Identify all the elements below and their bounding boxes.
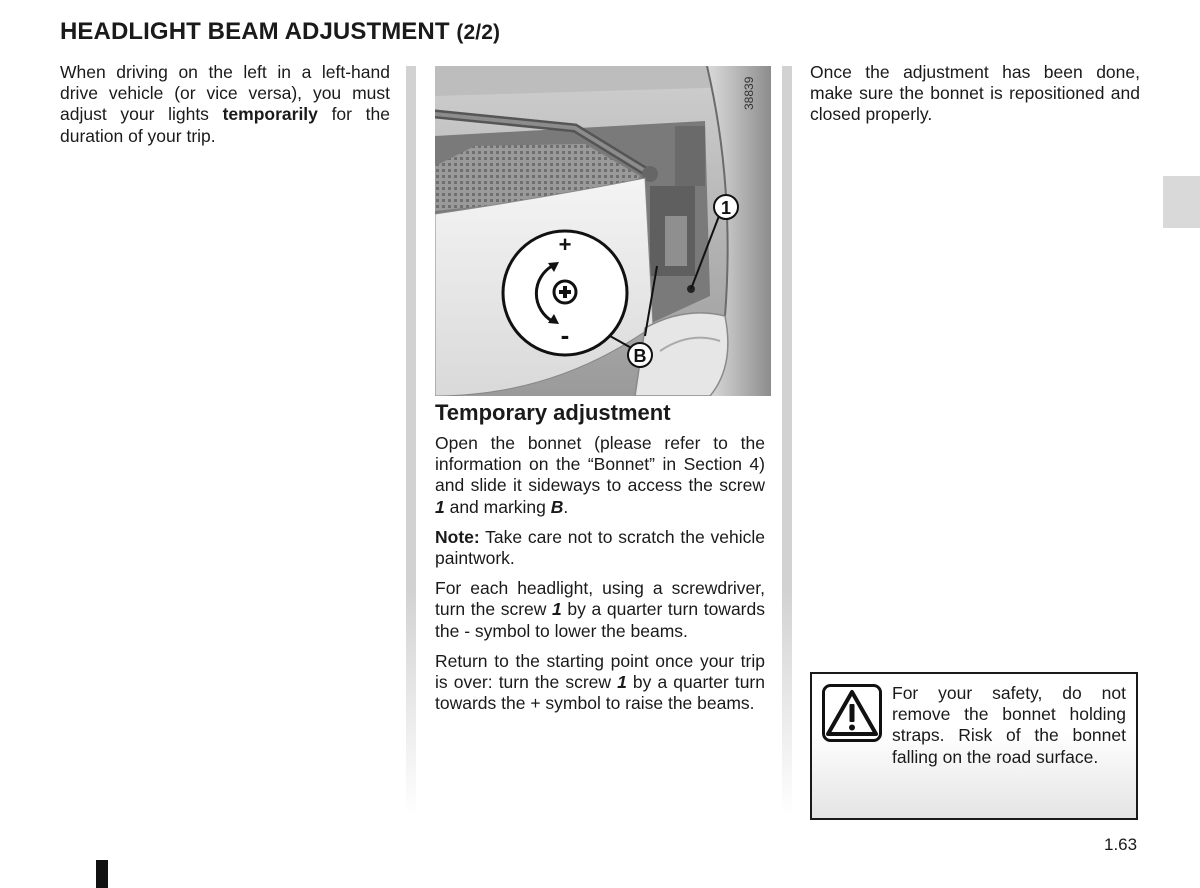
headlight-adjustment-illustration [435,66,771,396]
screw-reference: 1 [552,599,562,620]
instruction-paragraph [435,651,765,715]
section-heading: Temporary adjustment [435,400,671,425]
text-run: and marking [444,496,551,517]
text-run: by a quarter turn towards the - symbol to lower the beams. [435,599,765,641]
figure-number: 38839 [742,76,756,110]
left-column [60,62,390,156]
text-run: Open the bonnet (please refer to the information on the “Bonnet” in Section 4) and slide it sideways to access the screw [435,433,765,496]
instruction-paragraph [435,578,765,642]
text-run: Return to the starting point once your trip is over: turn the screw [435,650,765,693]
dial-plus-symbol: + [558,232,572,257]
column-divider-left [406,66,416,816]
page-number: 1.63 [1104,835,1138,854]
text-run: For each headlight, using a screwdriver, turn the screw [435,578,765,620]
closing-paragraph: Once the adjustment has been done, make sure the bonnet is repositioned and closed properly. [810,62,1140,125]
note-paragraph [435,527,765,569]
marking-reference: B [550,496,564,517]
safety-warning-text: For your safety, do not remove the bonnet holding straps. Risk of the bonnet falling on the road surface. [892,683,1126,767]
warning-triangle-icon [822,684,882,742]
middle-column [435,433,765,723]
note-label: Note: [435,526,480,547]
screw-reference: 1 [617,672,627,693]
column-divider-right [782,66,792,816]
instruction-paragraph [435,433,765,518]
print-crop-marker [96,860,108,888]
section-tab-marker [1163,176,1200,228]
screw-reference: 1 [435,496,445,517]
emphasis-text: temporarily [222,104,318,125]
page-title-suffix: (2/2) [456,21,501,44]
page-title [60,18,500,46]
dial-minus-symbol: - [560,320,570,350]
text-run: for the duration of your trip. [60,104,390,146]
text-run: When driving on the left in a left-hand drive vehicle (or vice versa), you must adjust your lights [60,62,390,125]
right-column [810,62,1140,135]
page-title-main: HEADLIGHT BEAM ADJUSTMENT [60,18,450,45]
text-run: by a quarter turn towards the + symbol to raise the beams. [435,672,765,714]
callout-1-label: 1 [720,198,732,218]
text-run: Take care not to scratch the vehicle paintwork. [435,526,765,569]
text-run: . [563,496,569,517]
left-paragraph [60,62,390,147]
callout-b-label: B [633,346,647,366]
